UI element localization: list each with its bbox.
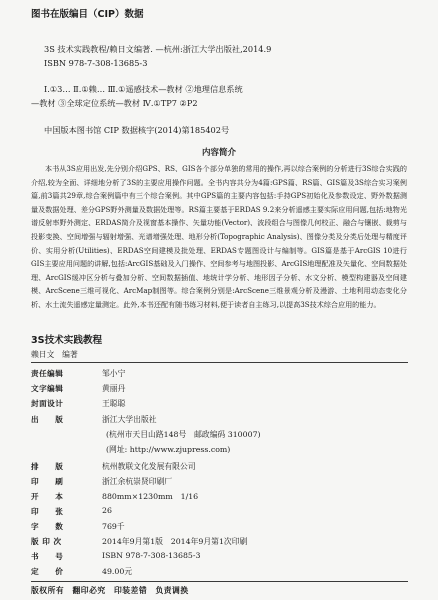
credit-value: 769千: [102, 522, 125, 531]
credit-value: 880mm×1230mm 1/16: [102, 492, 199, 501]
credit-value: 浙江大学出版社: [102, 415, 157, 424]
credit-value: 王聪聪: [102, 399, 126, 408]
credit-value: 26: [102, 506, 112, 515]
top-rule: [31, 362, 408, 363]
summary-title: 内容简介: [201, 148, 236, 158]
cip-line-record-number: 中国版本图书馆 CIP 数据核字(2014)第185402号: [44, 125, 230, 135]
cip-heading: 图书在版编目（CIP）数据: [31, 9, 144, 20]
credit-label: 责任编辑: [31, 369, 64, 378]
credit-label: 出 版: [31, 415, 64, 424]
cip-line-title: 3S 技术实践教程/赖日文编著. —杭州:浙江大学出版社,2014.9: [44, 44, 272, 54]
credit-value: 浙江余杭崇贤印刷厂: [102, 477, 173, 486]
credit-label: 开 本: [31, 492, 64, 501]
credit-value: 49.00元: [102, 567, 133, 576]
summary-text: 本书从3S应用出发,先分别介绍GPS、RS、GIS各个部分单独的常用的操作,再以综合案例的分析进行3S综合实践的介绍,较为全面、详细地分析了3S的主要应用操作问题。全书内容共分为4篇:GPS篇、RS篇、GIS篇及3S综合实习案例篇,前3篇共29章,综合案例篇中有三个综合案例。其中GPS篇的主要内容包括:手持GPS初始化及参数设定、野外数据测量及数据处理、差分GPS野外测量及数据处理等。RS篇主要基于ERDAS 9.2来分析遥感主要实际应用问题,包括:地物光谱反射率野外测定、ERDAS简介及视窗基本操作、矢量功能(Vector)、波段组合与图像几何校正、融合与镶嵌、裁剪与投影变换、空间增强与辐射增强、光谱增强处理、地形分析(Topographic Analysis)、图像分类及分类后处理与精度评价、实用分析(Utilities)、ERDAS空间建模及批处理、ERDAS专题图设计与编制等。GIS篇是基于ArcGIS 10进行GIS主要应用问题的讲解,包括:ArcGIS基础及入门操作、空间参考与地图投影、ArcGIS地理配准及矢量化、空间数据处理、ArcGIS缓冲区分析与叠加分析、空间数据插值、地统计学分析、地形因子分析、水文分析、模型构建器及空间建模、ArcScene三维可视化、ArcMap制图等。综合案例分别是:ArcScene三维景观分析及漫游、土地利用动态变化分析、水土流失遥感定量测定。此外,本书还配有随书练习材料,便于读者自主练习,以提高3S技术综合应用的能力。: [31, 164, 407, 309]
credit-label: 封面设计: [31, 399, 64, 408]
book-title: 3S技术实践教程: [31, 335, 103, 346]
credit-label: 书 号: [31, 552, 64, 561]
publisher-website: (网址: http://www.zjupress.com): [106, 445, 231, 454]
cip-line-classification-2: —教材 ③全球定位系统—教材 Ⅳ.①TP7 ②P2: [31, 98, 198, 108]
cip-line-classification-1: Ⅰ.①3… Ⅱ.①赖… Ⅲ.①遥感技术—教材 ②地理信息系统: [44, 84, 243, 94]
credit-label: 排 版: [31, 462, 64, 471]
credit-label: 字 数: [31, 522, 64, 531]
bottom-rule: [31, 581, 408, 582]
copyright-notice: 版权所有 翻印必究 印装差错 负责调换: [31, 586, 189, 595]
credit-value: 黄丽丹: [102, 384, 126, 393]
credit-label: 文字编辑: [31, 384, 64, 393]
credit-value: ISBN 978-7-308-13685-3: [102, 551, 201, 560]
credit-label: 定 价: [31, 567, 64, 576]
credit-label: 版 印 次: [31, 537, 62, 546]
credit-label: 印 张: [31, 507, 64, 516]
credit-value: 2014年9月第1版 2014年9月第1次印刷: [102, 537, 248, 546]
credit-value: 杭州教联文化发展有限公司: [102, 462, 196, 471]
book-author: 赖日文 编著: [31, 350, 78, 359]
credit-label: 印 刷: [31, 477, 64, 486]
cip-line-isbn: ISBN 978-7-308-13685-3: [44, 58, 148, 68]
publisher-address: (杭州市天目山路148号 邮政编码 310007): [106, 430, 261, 439]
credit-value: 邹小宁: [102, 369, 126, 378]
